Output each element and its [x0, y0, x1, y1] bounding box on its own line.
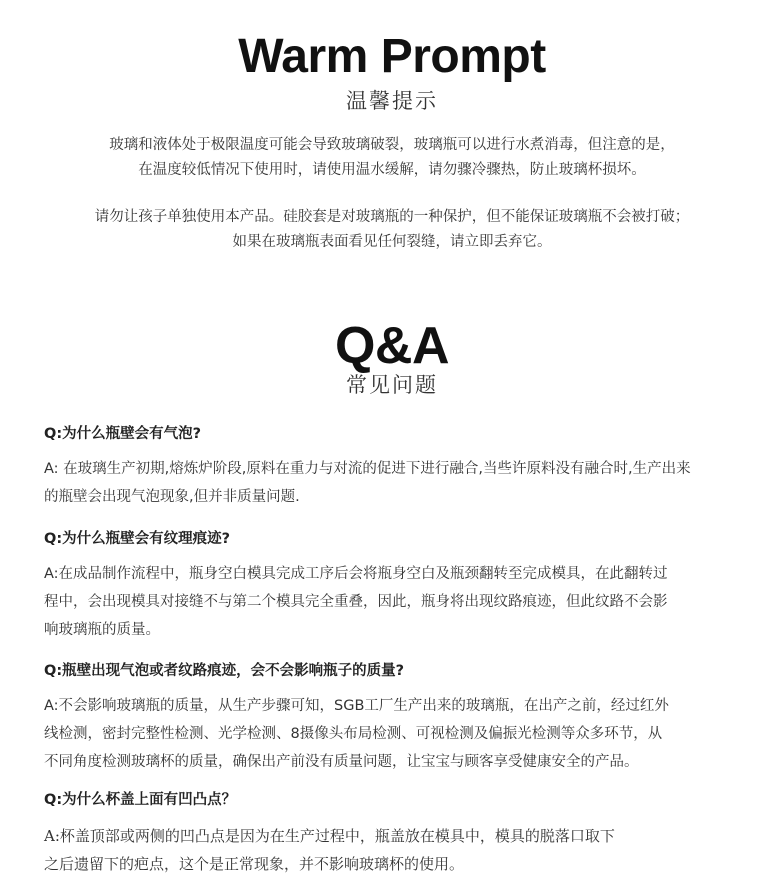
qa-subtitle: 常见问题	[346, 373, 438, 397]
answer-line: 的瓶壁会出现气泡现象,但并非质量问题.	[44, 489, 300, 505]
paragraph-line: 如果在玻璃瓶表面看见任何裂缝，请立即丢弃它。	[232, 234, 552, 250]
question: Q:为什么杯盖上面有凹凸点？	[44, 792, 237, 808]
qa-item	[44, 527, 744, 644]
qa-item	[44, 788, 744, 878]
paragraph-line: 在温度较低情况下使用时，请使用温水缓解，请勿骤冷骤热，防止玻璃杯损坏。	[138, 162, 646, 178]
answer	[44, 455, 744, 511]
answer-line: 之后遗留下的疤点，这个是正常现象，并不影响玻璃杯的使用。	[44, 855, 465, 873]
answer-line: 线检测，密封完整性检测、光学检测、8摄像头布局检测、可视检测及偏振光检测等众多环节，从	[44, 726, 663, 742]
warm-prompt-subtitle: 温馨提示	[346, 89, 438, 113]
qa-item	[44, 422, 744, 511]
paragraph-line: 请勿让孩子单独使用本产品。硅胶套是对玻璃瓶的一种保护，但不能保证玻璃瓶不会被打破；	[94, 209, 690, 225]
answer	[44, 692, 744, 776]
qa-item	[44, 659, 744, 776]
warm-prompt-title: Warm Prompt	[238, 30, 546, 83]
warm-prompt-paragraph	[0, 205, 784, 255]
answer-line: 不同角度检测玻璃杯的质量，确保出产前没有质量问题，让宝宝与顾客享受健康安全的产品。	[44, 754, 639, 770]
answer-line: A:杯盖顶部或两侧的凹凸点是因为在生产过程中，瓶盖放在模具中，模具的脱落口取下	[44, 827, 615, 845]
paragraph-line: 玻璃和液体处于极限温度可能会导致玻璃破裂，玻璃瓶可以进行水煮消毒，但注意的是，	[109, 137, 675, 153]
warm-prompt-paragraph	[0, 133, 784, 183]
answer-line: 程中，会出现模具对接缝不与第二个模具完全重叠，因此，瓶身将出现纹路痕迹，但此纹路不会影	[44, 594, 668, 610]
question: Q:为什么瓶壁会有纹理痕迹?	[44, 531, 231, 547]
question: Q:为什么瓶壁会有气泡?	[44, 426, 202, 442]
answer-line: A: 在玻璃生产初期,熔炼炉阶段,原料在重力与对流的促进下进行融合,当些许原料没有融合时,生产出来	[44, 461, 691, 477]
answer	[44, 822, 744, 878]
answer	[44, 560, 744, 644]
answer-line: A:在成品制作流程中，瓶身空白模具完成工序后会将瓶身空白及瓶颈翻转至完成模具，在此翻转过	[44, 566, 668, 582]
question: Q:瓶壁出现气泡或者纹路痕迹，会不会影响瓶子的质量?	[44, 663, 405, 679]
answer-line: A:不会影响玻璃瓶的质量，从生产步骤可知，SGB工厂生产出来的玻璃瓶，在出产之前，经过红外	[44, 698, 669, 714]
qa-title: Q&A	[334, 317, 450, 375]
answer-line: 响玻璃瓶的质量。	[44, 622, 160, 638]
